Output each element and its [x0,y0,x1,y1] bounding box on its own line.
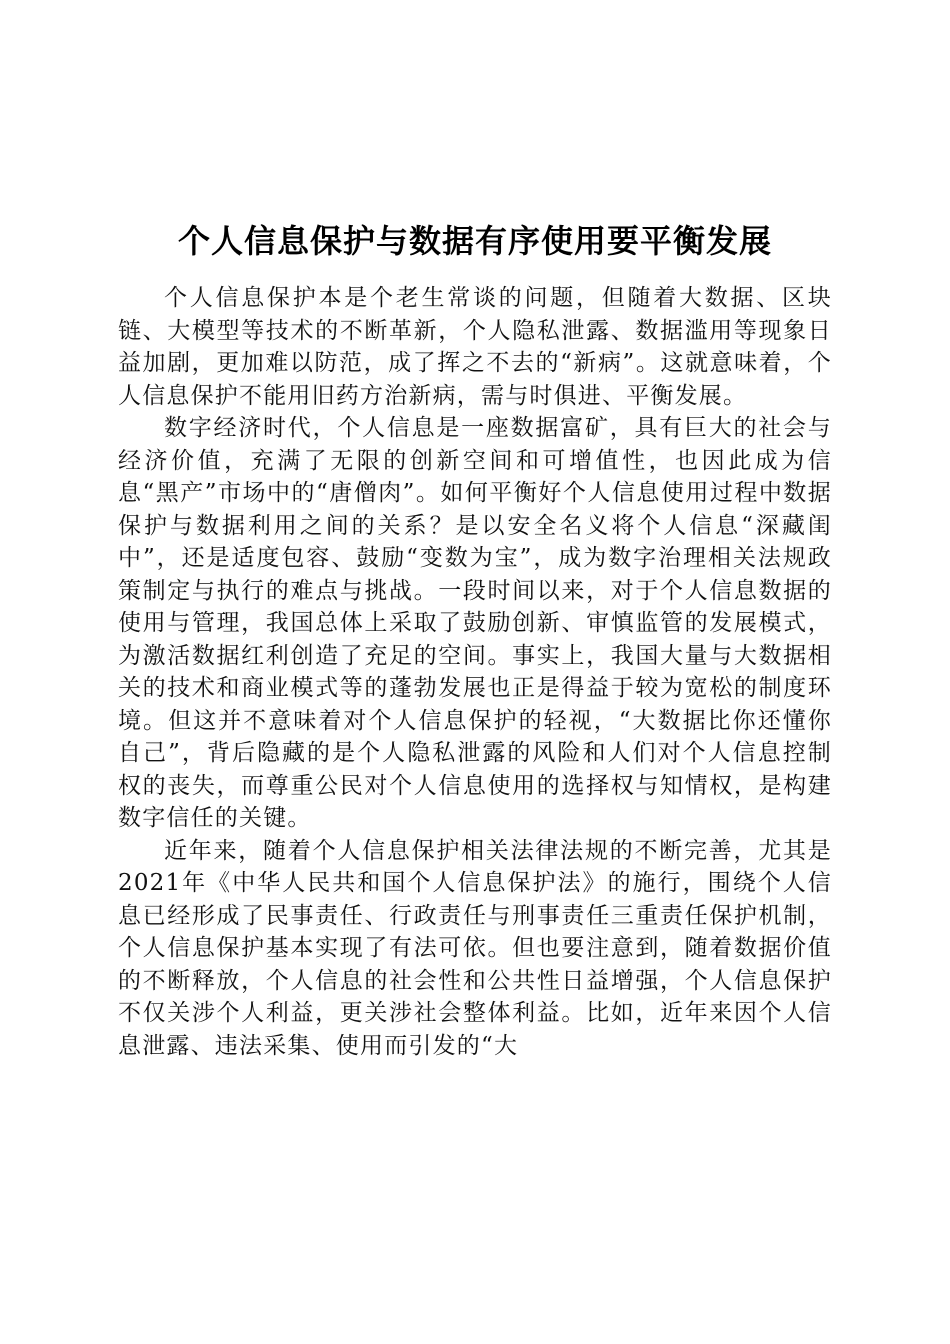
document-body [118,282,832,1062]
paragraph-3: 近年来，随着个人信息保护相关法律法规的不断完善，尤其是2021年《中华人民共和国个人信息保护法》的施行，围绕个人信息已经形成了民事责任、行政责任与刑事责任三重责任保护机制，个人信息保护基本实现了有法可依。但也要注意到，随着数据价值的不断释放，个人信息的社会性和公共性日益增强，个人信息保护不仅关涉个人利益，更关涉社会整体利益。比如，近年来因个人信息泄露、违法采集、使用而引发的“大 [118,837,832,1059]
paragraph-1: 个人信息保护本是个老生常谈的问题，但随着大数据、区块链、大模型等技术的不断革新，个人隐私泄露、数据滥用等现象日益加剧，更加难以防范，成了挥之不去的“新病”。这就意味着，个人信息保护不能用旧药方治新病，需与时俱进、平衡发展。 [118,285,832,409]
document-title: 个人信息保护与数据有序使用要平衡发展 [177,222,772,261]
paragraph-2: 数字经济时代，个人信息是一座数据富矿，具有巨大的社会与经济价值，充满了无限的创新空间和可增值性，也因此成为信息“黑产”市场中的“唐僧肉”。如何平衡好个人信息使用过程中数据保护与数据利用之间的关系？是以安全名义将个人信息“深藏闺中”，还是适度包容、鼓励“变数为宝”，成为数字治理相关法规政策制定与执行的难点与挑战。一段时间以来，对于个人信息数据的使用与管理，我国总体上采取了鼓励创新、审慎监管的发展模式，为激活数据红利创造了充足的空间。事实上，我国大量与大数据相关的技术和商业模式等的蓬勃发展也正是得益于较为宽松的制度环境。但这并不意味着对个人信息保护的轻视，“大数据比你还懂你自己”，背后隐藏的是个人隐私泄露的风险和人们对个人信息控制权的丧失，而尊重公民对个人信息使用的选择权与知情权，是构建数字信任的关键。 [118,415,832,831]
